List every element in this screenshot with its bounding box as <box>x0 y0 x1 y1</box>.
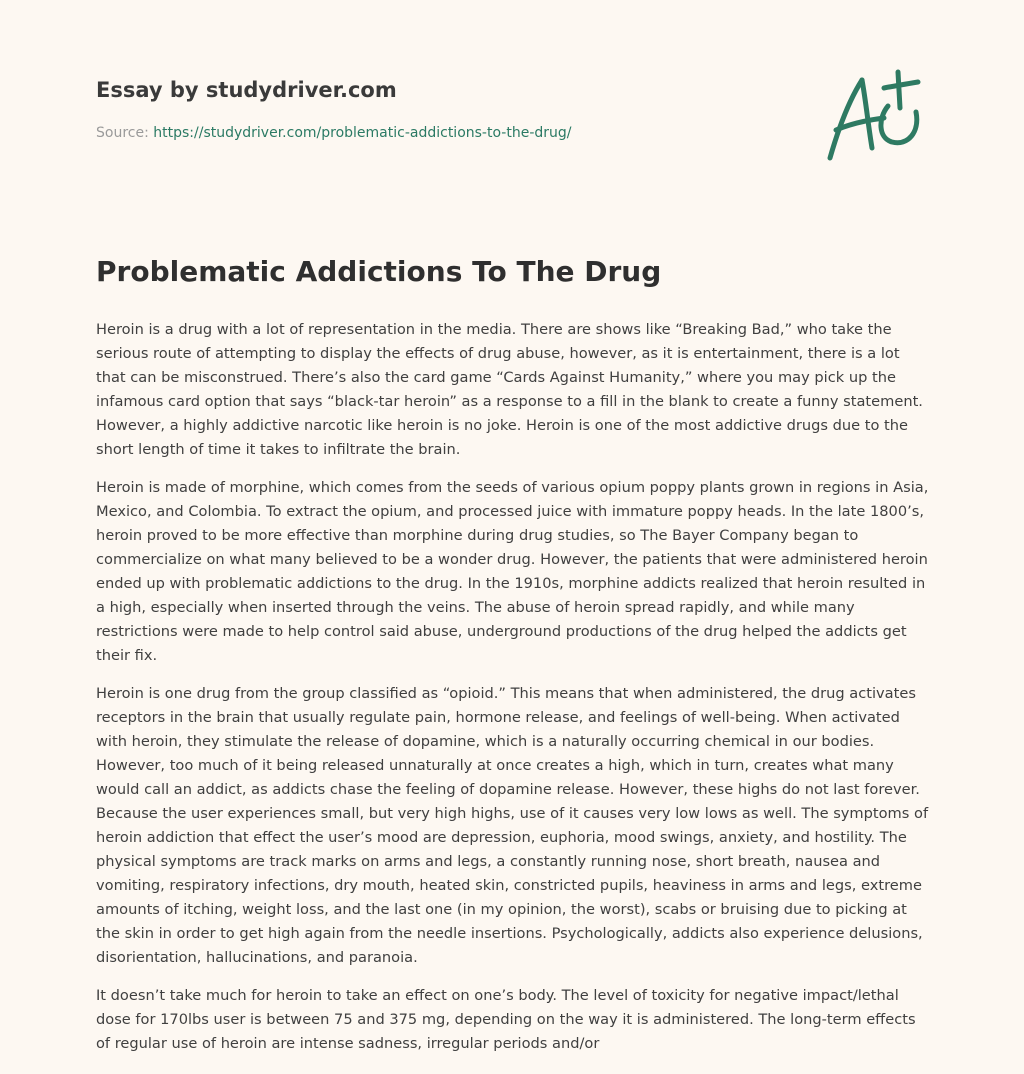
source-label: Source: <box>96 125 154 141</box>
site-title: Essay by studydriver.com <box>96 78 397 102</box>
article-paragraph: Heroin is one drug from the group classified as “opioid.” This means that when administered, the drug activates receptors in the brain that usually regulate pain, hormone release, and feelings of well-being. When activated with heroin, they stimulate the release of dopamine, which is a naturally occurring chemical in our bodies. However, too much of it being released unnaturally at once creates a high, which in turn, creates what many would call an addict, as addicts chase the feeling of dopamine release. However, these highs do not last forever. Because the user experiences small, but very high highs, use of it causes very low lows as well. The symptoms of heroin addiction that effect the user’s mood are depression, euphoria, mood swings, anxiety, and hostility. The physical symptoms are track marks on arms and legs, a constantly running nose, short breath, nausea and vomiting, respiratory infections, dry mouth, heated skin, constricted pupils, heaviness in arms and legs, extreme amounts of itching, weight loss, and the last one (in my opinion, the worst), scabs or bruising due to picking at the skin in order to get high again from the needle insertions. Psychologically, addicts also experience delusions, disorientation, hallucinations, and paranoia. <box>96 685 929 966</box>
source-link[interactable]: https://studydriver.com/problematic-addictions-to-the-drug/ <box>153 125 572 141</box>
source-line <box>96 124 796 142</box>
article-paragraph: It doesn’t take much for heroin to take an effect on one’s body. The level of toxicity for negative impact/lethal dose for 170lbs user is between 75 and 375 mg, depending on the way it is administered. The long-term effects of regular use of heroin are intense sadness, irregular periods and/or <box>96 987 916 1052</box>
page-header <box>96 76 796 142</box>
article-title: Problematic Addictions To The Drug <box>96 255 662 288</box>
article-paragraph: Heroin is a drug with a lot of representation in the media. There are shows like “Breaking Bad,” who take the serious route of attempting to display the effects of drug abuse, however, as it is entertainment, there is a lot that can be misconstrued. There’s also the card game “Cards Against Humanity,” where you may pick up the infamous card option that says “black-tar heroin” as a response to a fill in the blank to create a funny statement. However, a highly addictive narcotic like heroin is no joke. Heroin is one of the most addictive drugs due to the short length of time it takes to infiltrate the brain. <box>96 321 923 458</box>
article-paragraph: Heroin is made of morphine, which comes from the seeds of various opium poppy plants grown in regions in Asia, Mexico, and Colombia. To extract the opium, and processed juice with immature poppy heads. In the late 1800’s, heroin proved to be more effective than morphine during drug studies, so The Bayer Company began to commercialize on what many believed to be a wonder drug. However, the patients that were administered heroin ended up with problematic addictions to the drug. In the 1910s, morphine addicts realized that heroin resulted in a high, especially when inserted through the veins. The abuse of heroin spread rapidly, and while many restrictions were made to help control said abuse, underground productions of the drug helped the addicts get their fix. <box>96 479 929 664</box>
article <box>96 252 930 1070</box>
a-plus-logo-icon <box>822 68 926 164</box>
